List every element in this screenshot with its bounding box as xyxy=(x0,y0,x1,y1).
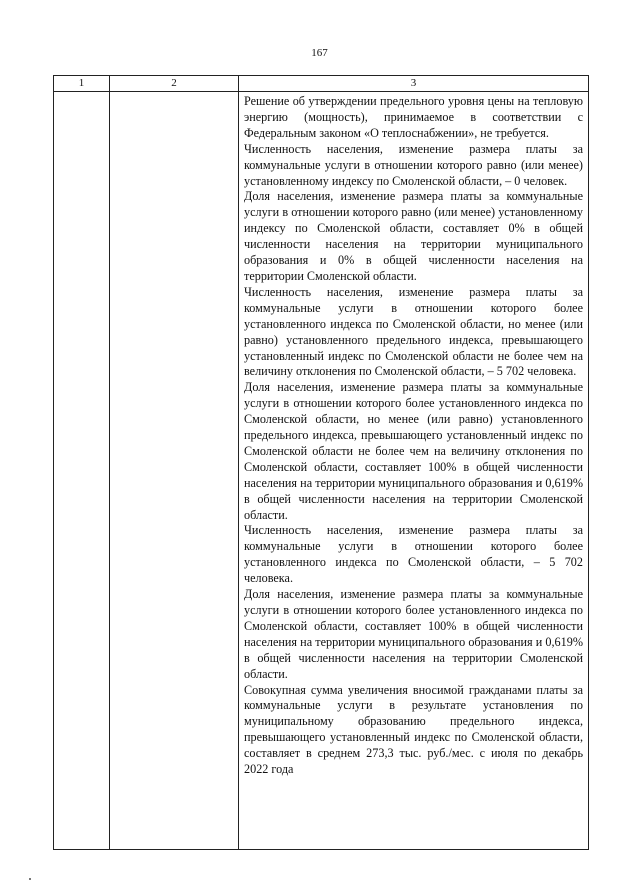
paragraph-population-above-index: Численность населения, изменение размера платы за коммунальные услуги в отношении которого более установленного индекса по Смоленской области, – 5 702 человека. xyxy=(244,523,583,586)
paragraph-share-within-deviation: Доля населения, изменение размера платы за коммунальные услуги в отношении которого более установленного индекса по Смоленской области, но менее (или равно) установленного предельного индекса, превышающего установленный индекс по Смоленской области не более чем на величину отклонения по Смоленской области, составляет 100% в общей численности населения на территории муниципального образования и 0,619% в общей численности населения на территории Смоленской области. xyxy=(244,380,583,522)
paragraph-total-increase: Совокупная сумма увеличения вносимой гражданами платы за коммунальные услуги в результате установления по муниципальному образованию предельного индекса, превышающего установленный индекс по Смоленской области, составляет в среднем 273,3 тыс. руб./мес. с июля по декабрь 2022 года xyxy=(244,682,583,777)
body-cell-3 xyxy=(239,92,589,850)
paragraph-share-above-index: Доля населения, изменение размера платы за коммунальные услуги в отношении которого более установленного индекса по Смоленской области, составляет 100% в общей численности населения на территории муниципального образования и 0,619% в общей численности населения на территории Смоленской области. xyxy=(244,587,583,681)
table-header-row xyxy=(54,76,589,92)
header-cell-2: 2 xyxy=(110,76,239,92)
header-cell-3: 3 xyxy=(239,76,589,92)
paragraph-population-equal-index: Численность населения, изменение размера платы за коммунальные услуги в отношении которого равно (или менее) установленному индексу по Смоленской области, – 0 человек. xyxy=(244,141,583,188)
page-number: 167 xyxy=(311,47,328,59)
paragraph-heat-price: Решение об утверждении предельного уровня цены на тепловую энергию (мощность), принимаемое в соответствии с Федеральным законом «О теплоснабжении», не требуется. xyxy=(244,94,583,140)
header-cell-1: 1 xyxy=(54,76,110,92)
body-cell-2 xyxy=(110,92,239,850)
paragraph-population-within-deviation: Численность населения, изменение размера платы за коммунальные услуги в отношении которого более установленного индекса по Смоленской области, но менее (или равно) установленного предельного индекса, превышающего установленный индекс по Смоленской области не более чем на величину отклонения по Смоленской области, – 5 702 человека. xyxy=(244,284,583,379)
table-body-row xyxy=(54,92,589,850)
document-table xyxy=(53,75,589,850)
paragraph-share-equal-index: Доля населения, изменение размера платы за коммунальные услуги в отношении которого равно (или менее) установленному индексу по Смоленской области, составляет 0% в общей численности населения на территории муниципального образования и 0% в общей численности населения на территории Смоленской области. xyxy=(244,189,583,283)
scan-speck xyxy=(29,878,31,880)
body-cell-1 xyxy=(54,92,110,850)
